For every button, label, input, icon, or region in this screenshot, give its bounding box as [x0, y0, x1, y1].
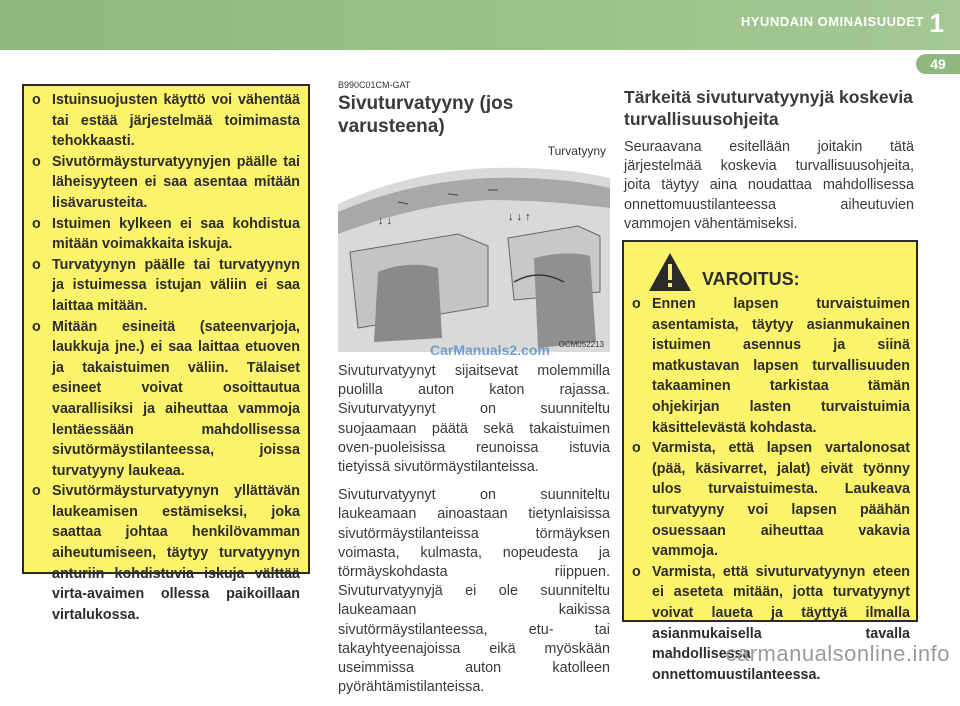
footer-watermark: carmanualsonline.info [725, 641, 950, 666]
svg-text:↓ ↓ ↑: ↓ ↓ ↑ [508, 211, 531, 223]
list-item: o Istuinsuojusten käyttö voi vähentää tai estää järjestelmää toimimasta tehokkaasti. [32, 90, 300, 152]
site-watermark: CarManuals2.com [430, 342, 550, 358]
list-item: o Sivutörmäysturvatyynyn yllättävän laukeamisen estämiseksi, joka saattaa johtaa henkilövamman aiheutumiseen, täytyy turvatyynyn anturiin kohdistuvia iskuja välttää virta-avaimen ollessa paikoillaan virtalukossa. [32, 481, 300, 625]
figure-label: Turvatyyny [547, 144, 606, 158]
list-item: o Varmista, että sivuturvatyynyn eteen ei aseteta mitään, jotta turvatyynyt voivat laueta ja täyttyä ilmalla asianmukaisella tavalla mahdollisessa onnettomuustilanteessa. [632, 562, 910, 686]
figure-code: OCM052213 [558, 340, 604, 349]
list-item: o Sivutörmäysturvatyynyjen päälle tai läheisyyteen ei saa asentaa mitään lisävarusteita. [32, 152, 300, 214]
left-warning-box [22, 84, 310, 623]
body-paragraph: Sivuturvatyynyt on suunniteltu laukeamaan ainoastaan tietynlaisissa sivutörmäystilanteissa törmäyksen voimasta, kulmasta, nopeudesta ja törmäyskohdasta riippuen. Sivuturvatyynyjä ei ole suunniteltu laukeamaan kaikissa sivutörmäystilanteessa, etu- tai takayhtyeenajoissa eikä myöskään useimmissa auton katolleen pyörähtämistilanteissa. [338, 487, 610, 696]
svg-text:↓ ↓: ↓ ↓ [378, 215, 393, 227]
warning-triangle-icon [648, 252, 692, 292]
list-item: o Istuimen kylkeen ei saa kohdistua mitään voimakkaita iskuja. [32, 214, 300, 255]
body-paragraph: Sivuturvatyynyt sijaitsevat molemmilla puolilla auton katon rajassa. Sivuturvatyynyt on suunniteltu suojaamaan päätä sekä takaistuimen oven-puoleisissa reunoissa istuvia tietyissä sivutörmäystilanteissa. [338, 363, 610, 476]
airbag-figure [338, 142, 610, 352]
intro-paragraph: Seuraavana esitellään joitakin tätä järjestelmää koskevia turvallisuusohjeita, joita täytyy aina noudattaa mahdollisessa onnettomuustilanteessa aiheutuvien vammojen vähentämiseksi. [624, 139, 914, 232]
page-header [0, 0, 960, 50]
warning-label: VAROITUS: [702, 269, 800, 290]
list-item: o Varmista, että lapsen vartalonosat (pää, käsivarret, jalat) eivät työnny ulos turvaistuimesta. Laukeava turvatyyny voi lapsen päähän osuessaan aiheuttaa vakavia vammoja. [632, 438, 910, 562]
right-column [624, 86, 914, 243]
right-warning-list [632, 294, 910, 685]
middle-column [338, 80, 610, 706]
list-item: o Turvatyynyn päälle tai turvatyynyn ja istuimessa istujan väliin ei saa laittaa mitään. [32, 255, 300, 317]
subsection-title: Tärkeitä sivuturvatyynyjä koskevia turvallisuusohjeita [624, 87, 913, 129]
page-number: 49 [916, 54, 960, 74]
left-warning-list [32, 90, 300, 625]
section-code: B990C01CM-GAT [338, 80, 411, 90]
chapter-number: 1 [929, 8, 944, 38]
list-item: o Mitään esineitä (sateenvarjoja, laukkuja jne.) ei saa laittaa etuoven ja takaistuimen väliin. Tälaiset esineet voivat osoittautua vaarallisiksi ja aiheuttaa vammoja lentäessään mahdollisessa sivutörmäystilanteessa, joissa turvatyyny laukeaa. [32, 317, 300, 482]
warning-header [632, 242, 910, 292]
section-title: Sivuturvatyyny (jos varusteena) [338, 93, 514, 137]
list-item: o Ennen lapsen turvaistuimen asentamista, täytyy asianmukainen istuimen asennus ja siinä matkustavan lapsen turvallisuuden takaaminen tarkistaa tämän ohjekirjan lasten turvaistuimia käsittelevästä kohdasta. [632, 294, 910, 438]
car-interior-illustration [338, 142, 610, 352]
chapter-title: HYUNDAIN OMINAISUUDET [740, 14, 924, 29]
